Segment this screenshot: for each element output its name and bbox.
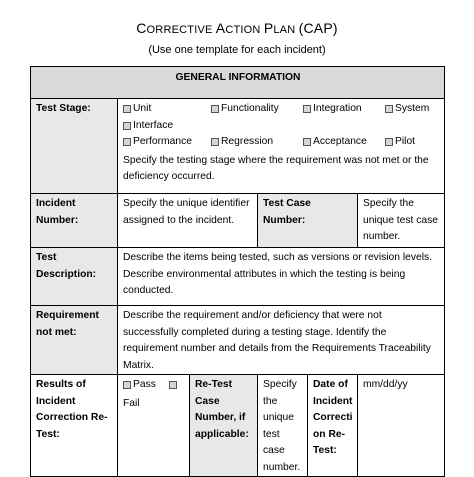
checkbox[interactable] (385, 138, 393, 146)
option-pilot[interactable]: Pilot (385, 134, 415, 151)
checkbox[interactable] (123, 138, 131, 146)
option-regression[interactable]: Regression (211, 134, 303, 151)
checkbox[interactable] (123, 381, 131, 389)
retest-case-number-label: Re-Test Case Number, if applicable: (190, 375, 258, 477)
checkbox[interactable] (385, 105, 393, 113)
test-description-line-2: Describe environmental attributes in which the testing is being conducted. (123, 268, 406, 296)
checkbox[interactable] (211, 105, 219, 113)
option-acceptance[interactable]: Acceptance (303, 134, 385, 151)
requirement-not-met-value[interactable]: Describe the requirement and/or deficiency that were not successfully completed during a testing stage. Identify the requirement number and details from the Requirements Traceability Matrix. (118, 306, 445, 375)
checkbox[interactable] (123, 122, 131, 130)
test-stage-row-1 (123, 101, 440, 118)
option-integration[interactable]: Integration (303, 101, 385, 118)
test-description-value[interactable] (118, 248, 445, 306)
results-label: Results of Incident Correction Re-Test: (31, 375, 118, 477)
requirement-not-met-label: Requirement not met: (31, 306, 118, 375)
test-stage-note: Specify the testing stage where the requirement was not met or the deficiency occurred. (123, 154, 429, 182)
test-stage-row-2 (123, 118, 440, 135)
general-information-heading: GENERAL INFORMATION (31, 67, 445, 99)
incident-number-value[interactable]: Specify the unique identifier assigned to the incident. (118, 194, 258, 248)
incident-number-label: Incident Number: (31, 194, 118, 248)
cap-form-table (30, 66, 445, 477)
test-stage-options (118, 99, 445, 194)
option-performance[interactable]: Performance (123, 134, 211, 151)
checkbox[interactable] (303, 105, 311, 113)
option-functionality[interactable]: Functionality (211, 101, 303, 118)
checkbox[interactable] (123, 105, 131, 113)
option-fail: Fail (123, 397, 140, 409)
checkbox[interactable] (169, 381, 177, 389)
checkbox[interactable] (211, 138, 219, 146)
results-pass-fail[interactable] (118, 375, 190, 477)
checkbox[interactable] (303, 138, 311, 146)
test-description-label: Test Description: (31, 248, 118, 306)
retest-case-number-value[interactable]: Specify the unique test case number. (258, 375, 308, 477)
option-unit[interactable]: Unit (123, 101, 211, 118)
test-stage-label: Test Stage: (31, 99, 118, 194)
retest-date-label: Date of Incident Correction Re-Test: (308, 375, 358, 477)
option-system[interactable]: System (385, 101, 429, 118)
test-description-line-1: Describe the items being tested, such as versions or revision levels. (123, 252, 433, 263)
test-case-number-label: Test Case Number: (258, 194, 358, 248)
test-case-number-value[interactable]: Specify the unique test case number. (358, 194, 445, 248)
document-subtitle: (Use one template for each incident) (148, 44, 326, 56)
retest-date-value[interactable]: mm/dd/yy (358, 375, 445, 477)
test-stage-row-3 (123, 134, 440, 151)
option-pass[interactable]: Pass (123, 377, 156, 394)
document-title: CORRECTIVE ACTION PLAN (CAP) (136, 20, 338, 36)
option-interface[interactable]: Interface (123, 118, 173, 135)
